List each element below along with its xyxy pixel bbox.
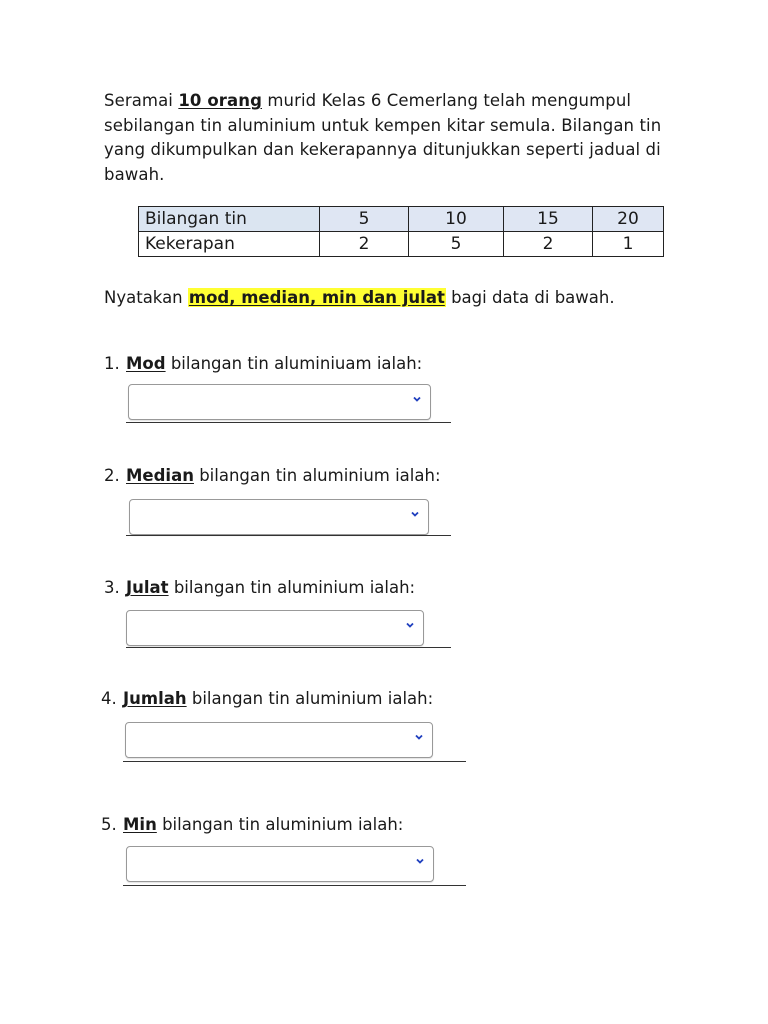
answer-dropdown-1[interactable] bbox=[128, 384, 431, 420]
chevron-down-icon bbox=[414, 732, 424, 742]
table-cell: 1 bbox=[593, 232, 664, 257]
question-number: 5. bbox=[101, 815, 117, 834]
instruction bbox=[104, 286, 615, 310]
question-1 bbox=[104, 353, 422, 375]
table-cell: 2 bbox=[320, 232, 409, 257]
table-row bbox=[139, 207, 664, 232]
chevron-down-icon bbox=[412, 394, 422, 404]
question-4 bbox=[101, 688, 433, 710]
question-keyword: Julat bbox=[126, 578, 169, 597]
question-number: 2. bbox=[104, 466, 120, 485]
question-text: bilangan tin aluminiuam ialah: bbox=[165, 354, 423, 373]
question-keyword: Jumlah bbox=[123, 689, 187, 708]
row-label-kekerapan: Kekerapan bbox=[139, 232, 320, 257]
table-cell: 5 bbox=[409, 232, 504, 257]
question-keyword: Mod bbox=[126, 354, 166, 373]
answer-dropdown-5[interactable] bbox=[126, 846, 434, 882]
intro-text-1: Seramai bbox=[104, 91, 179, 110]
answer-dropdown-3[interactable] bbox=[126, 610, 424, 646]
question-2 bbox=[104, 465, 441, 487]
question-text: bilangan tin aluminium ialah: bbox=[193, 466, 441, 485]
answer-underline bbox=[126, 535, 451, 536]
question-text: bilangan tin aluminium ialah: bbox=[186, 689, 434, 708]
answer-underline bbox=[123, 761, 466, 762]
table-cell: 15 bbox=[504, 207, 593, 232]
frequency-table bbox=[138, 206, 664, 257]
question-text: bilangan tin aluminium ialah: bbox=[168, 578, 416, 597]
answer-underline bbox=[123, 885, 466, 886]
answer-underline bbox=[126, 422, 451, 423]
row-label-bilangan: Bilangan tin bbox=[139, 207, 320, 232]
intro-count: 10 orang bbox=[178, 91, 263, 110]
question-5 bbox=[101, 814, 403, 836]
question-number: 3. bbox=[104, 578, 120, 597]
instruction-text-end: bagi data di bawah. bbox=[445, 288, 615, 307]
chevron-down-icon bbox=[415, 856, 425, 866]
question-text: bilangan tin aluminium ialah: bbox=[156, 815, 404, 834]
table-cell: 5 bbox=[320, 207, 409, 232]
intro-paragraph bbox=[104, 89, 684, 187]
instruction-text: Nyatakan bbox=[104, 288, 188, 307]
intro-text-2: murid Kelas 6 Cemerlang telah mengumpul sebilangan tin aluminium untuk kempen kitar semula. Bilangan tin yang dikumpulkan dan kekerapannya ditunjukkan seperti jadual di bawah. bbox=[104, 91, 662, 184]
answer-dropdown-4[interactable] bbox=[125, 722, 433, 758]
table-cell: 20 bbox=[593, 207, 664, 232]
instruction-highlight: mod, median, min dan julat bbox=[188, 288, 445, 307]
chevron-down-icon bbox=[405, 620, 415, 630]
table-cell: 10 bbox=[409, 207, 504, 232]
table-row bbox=[139, 232, 664, 257]
answer-dropdown-2[interactable] bbox=[129, 499, 429, 535]
question-3 bbox=[104, 577, 415, 599]
chevron-down-icon bbox=[410, 509, 420, 519]
question-number: 1. bbox=[104, 354, 120, 373]
table-cell: 2 bbox=[504, 232, 593, 257]
answer-underline bbox=[126, 647, 451, 648]
question-number: 4. bbox=[101, 689, 117, 708]
question-keyword: Min bbox=[123, 815, 157, 834]
question-keyword: Median bbox=[126, 466, 194, 485]
